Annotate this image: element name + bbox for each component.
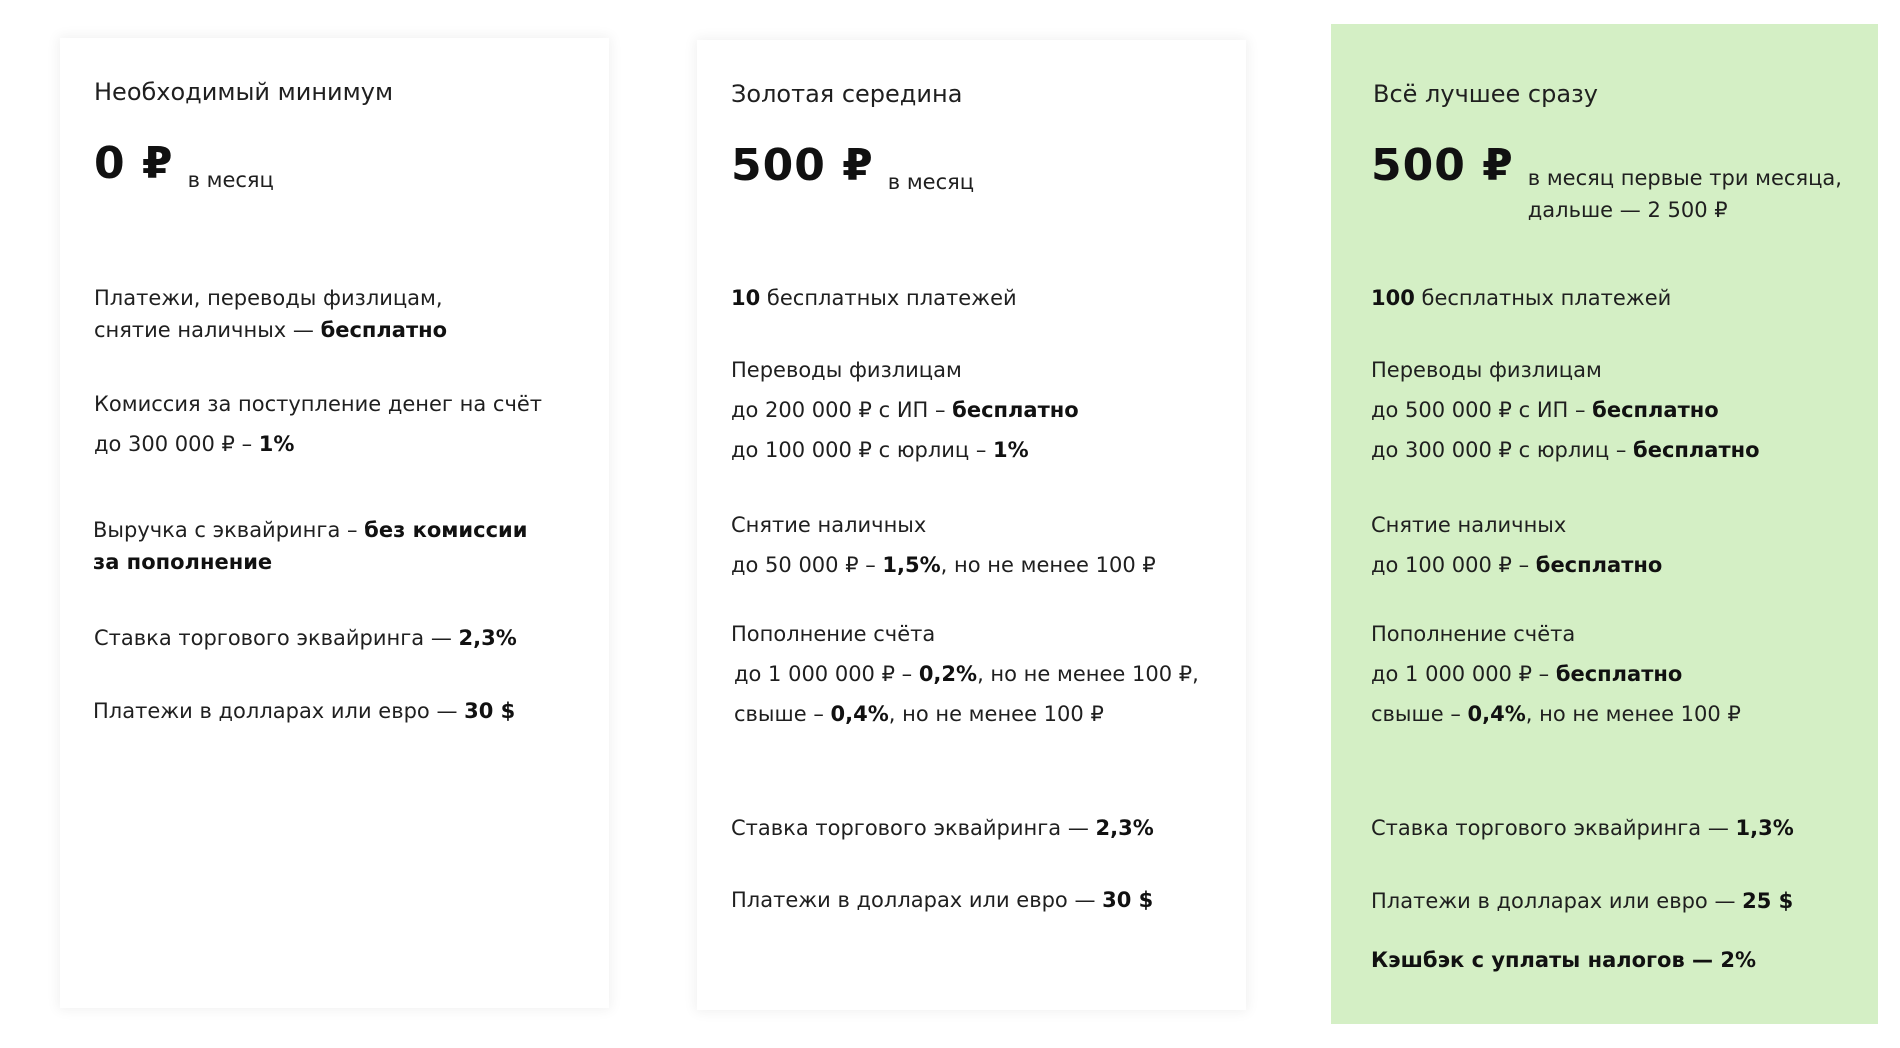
price-amount: 500 ₽: [1371, 140, 1514, 191]
plan-price: [731, 140, 975, 198]
feature-transfers: Переводы физлицам до 500 000 ₽ с ИП – бесплатно до 300 000 ₽ с юрлиц – бесплатно: [1371, 358, 1760, 462]
feature-cash-withdrawal: Снятие наличных до 50 000 ₽ – 1,5%, но не менее 100 ₽: [731, 513, 1156, 577]
feature-free-payments: 100 бесплатных платежей: [1371, 286, 1672, 310]
feature-topup: Пополнение счёта до 1 000 000 ₽ – 0,2%, но не менее 100 ₽, свыше – 0,4%, но не менее 100 ₽: [731, 622, 1199, 726]
feature-tax-cashback: Кэшбэк с уплаты налогов — 2%: [1371, 948, 1757, 972]
feature-acquiring-rate: Ставка торгового эквайринга — 2,3%: [94, 626, 517, 650]
price-period: в месяц: [187, 168, 274, 192]
feature-transfers: Переводы физлицам до 200 000 ₽ с ИП – бесплатно до 100 000 ₽ с юрлиц – 1%: [731, 358, 1079, 462]
price-period: в месяц: [887, 170, 975, 194]
price-amount: 500 ₽: [731, 140, 874, 191]
plan-card-golden: [697, 40, 1246, 1010]
plan-price: [94, 138, 274, 196]
plan-card-best: [1331, 24, 1878, 1024]
feature-topup: Пополнение счёта до 1 000 000 ₽ – бесплатно свыше – 0,4%, но не менее 100 ₽: [1371, 622, 1741, 726]
price-period: в месяц первые три месяца, дальше — 2 500 ₽: [1527, 166, 1842, 222]
price-amount: 0 ₽: [94, 138, 174, 189]
feature-fx-payments: Платежи в долларах или евро — 30 $: [731, 888, 1154, 912]
feature-acquiring-revenue: Выручка с эквайринга – без комиссии за пополнение: [93, 518, 528, 574]
plan-title: Всё лучшее сразу: [1373, 80, 1598, 108]
plan-card-minimum: [60, 38, 609, 1008]
feature-fx-payments: Платежи в долларах или евро — 25 $: [1371, 889, 1794, 913]
plan-price: [1371, 140, 1842, 226]
feature-fx-payments: Платежи в долларах или евро — 30 $: [93, 699, 516, 723]
plan-title: Необходимый минимум: [94, 78, 394, 106]
feature-free-payments: 10 бесплатных платежей: [731, 286, 1017, 310]
plan-title: Золотая середина: [731, 80, 963, 108]
feature-cash-withdrawal: Снятие наличных до 100 000 ₽ – бесплатно: [1371, 513, 1663, 577]
feature-acquiring-rate: Ставка торгового эквайринга — 1,3%: [1371, 816, 1794, 840]
feature-commission: Комиссия за поступление денег на счёт до 300 000 ₽ – 1%: [94, 392, 543, 456]
feature-payments: Платежи, переводы физлицам, снятие наличных — бесплатно: [94, 286, 448, 342]
feature-acquiring-rate: Ставка торгового эквайринга — 2,3%: [731, 816, 1154, 840]
